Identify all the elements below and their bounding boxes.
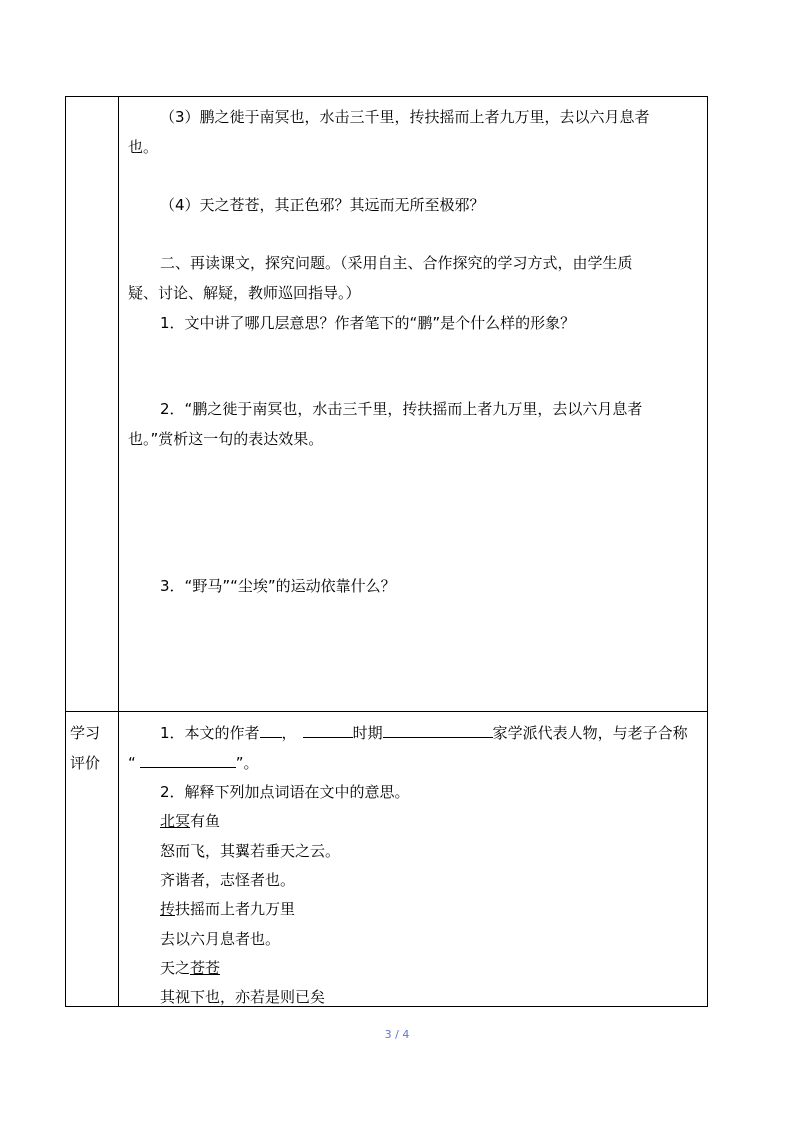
item-1-text-d: 家学派代表人物，与老子合称: [492, 724, 688, 742]
evaluation-item-1-line-1: [160, 723, 688, 743]
section-label-line-2: 评价: [70, 754, 101, 772]
problem-2-line-2: 也。”赏析这一句的表达效果。: [128, 430, 324, 448]
question-3-line-1: （3）鹏之徙于南冥也，水击三千里，抟扶摇而上者九万里，去以六月息者: [160, 108, 650, 126]
word-1-underlined: 北冥: [160, 812, 191, 830]
item-1-text-c: 时期: [352, 724, 383, 742]
row-divider: [65, 711, 708, 712]
author-blank[interactable]: [260, 723, 282, 738]
evaluation-item-2: 2．解释下列加点词语在文中的意思。: [160, 783, 410, 801]
school-blank[interactable]: [383, 723, 493, 738]
item-1-text-a: 1．本文的作者: [160, 724, 260, 742]
item-1-open-quote: “: [128, 754, 136, 772]
item-1-text-b: ，: [281, 724, 297, 742]
word-line-6: [160, 958, 220, 978]
word-line-3: 齐谐者，志怪者也。: [160, 871, 296, 889]
word-line-4: [160, 899, 295, 919]
era-blank[interactable]: [303, 723, 353, 738]
section-label-line-1: 学习: [70, 724, 101, 742]
problem-3: 3．“野马”“尘埃”的运动依靠什么？: [160, 577, 396, 595]
word-4-underlined: 抟: [160, 900, 176, 918]
word-1-rest: 有鱼: [190, 812, 221, 830]
section-2-line-2: 疑、讨论、解疑，教师巡回指导。）: [128, 284, 361, 302]
evaluation-item-1-line-2: [128, 753, 259, 773]
page-number: 3 / 4: [384, 1028, 410, 1041]
joint-name-blank[interactable]: [140, 753, 236, 768]
word-line-7: 其视下也，亦若是则已矣: [160, 988, 326, 1006]
word-line-2: 怒而飞，其翼若垂天之云。: [160, 842, 341, 860]
column-divider: [118, 96, 119, 1007]
word-6-underlined: 苍苍: [190, 959, 221, 977]
section-2-line-1: 二、再读课文，探究问题。（采用自主、合作探究的学习方式，由学生质: [160, 254, 633, 272]
word-line-1: [160, 811, 220, 831]
word-4-rest: 扶摇而上者九万里: [175, 900, 296, 918]
word-6-prefix: 天之: [160, 959, 191, 977]
question-4: （4）天之苍苍，其正色邪？其远而无所至极邪？: [160, 196, 485, 214]
problem-1: 1．文中讲了哪几层意思？作者笔下的“鹏”是个什么样的形象？: [160, 314, 576, 332]
problem-2-line-1: 2．“鹏之徙于南冥也，水击三千里，抟扶摇而上者九万里，去以六月息者: [160, 400, 643, 418]
item-1-close-quote: ”。: [235, 754, 259, 772]
question-3-line-2: 也。: [128, 138, 159, 156]
word-line-5: 去以六月息者也。: [160, 930, 281, 948]
